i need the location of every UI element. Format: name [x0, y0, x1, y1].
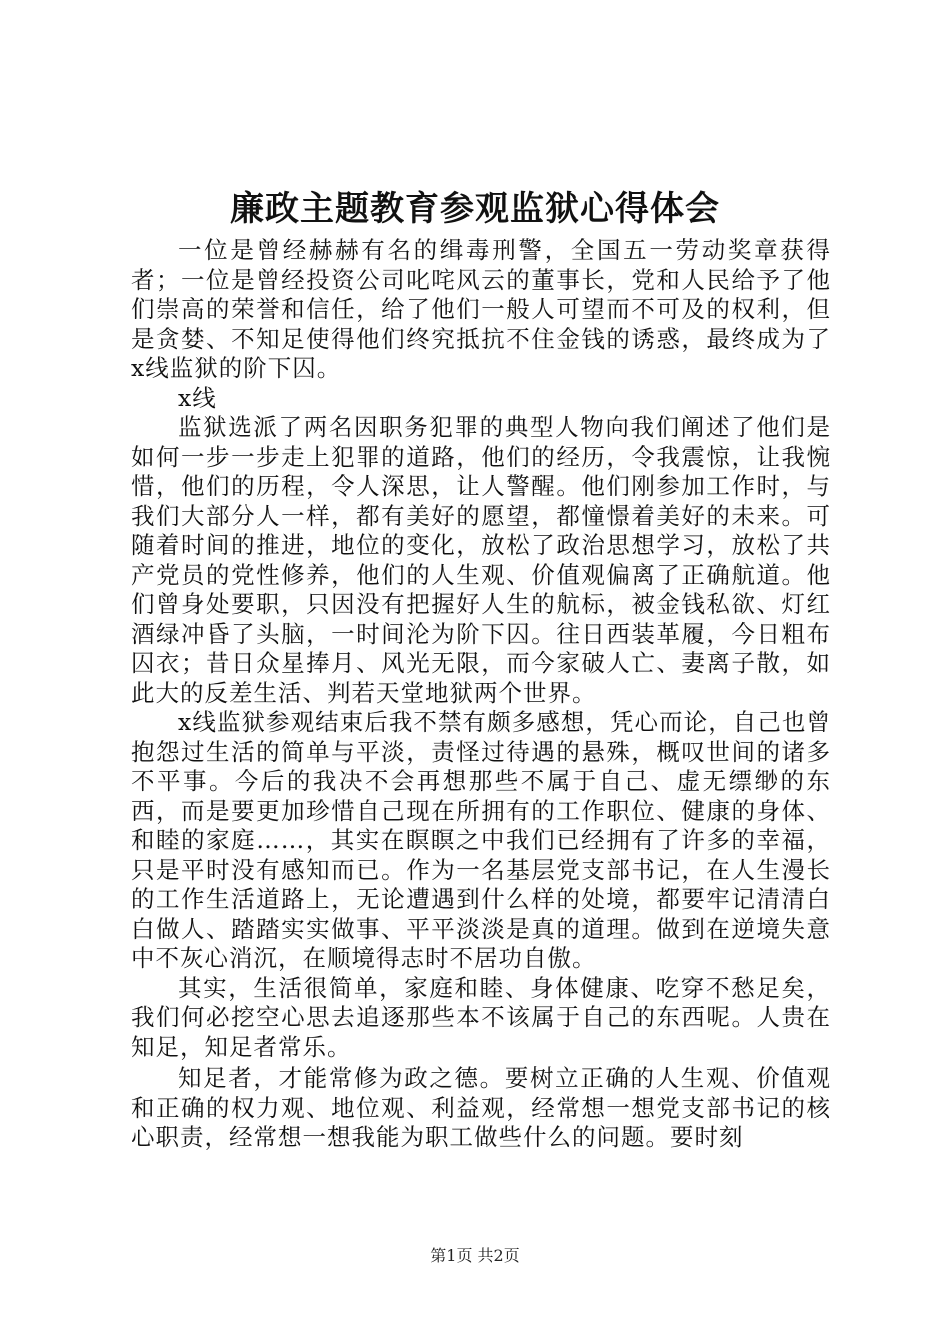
- paragraph-4: x线监狱参观结束后我不禁有颇多感想，凭心而论，自己也曾抱怨过生活的简单与平淡，责怪过待遇的悬殊，概叹世间的诸多不平事。今后的我决不会再想那些不属于自己、虚无缥缈的东西，而是要更加珍惜自己现在所拥有的工作职位、健康的身体、和睦的家庭……，其实在瞑瞑之中我们已经拥有了许多的幸福，只是平时没有感知而已。作为一名基层党支部书记，在人生漫长的工作生活道路上，无论遭遇到什么样的处境，都要牢记清清白白做人、踏踏实实做事、平平淡淡是真的道理。做到在逆境失意中不灰心消沉，在顺境得志时不居功自傲。: [131, 708, 831, 972]
- paragraph-2: x线: [178, 383, 217, 412]
- page-number-footer: 第1页 共2页: [430, 1246, 520, 1265]
- paragraph-3: 监狱选派了两名因职务犯罪的典型人物向我们阐述了他们是如何一步一步走上犯罪的道路，他们的经历，令我震惊，让我惋惜，他们的历程，令人深思，让人警醒。他们刚参加工作时，与我们大部分人一样，都有美好的愿望，都憧憬着美好的未来。可随着时间的推进，地位的变化，放松了政治思想学习，放松了共产党员的党性修养，他们的人生观、价值观偏离了正确航道。他们曾身处要职，只因没有把握好人生的航标，被金钱私欲、灯红酒绿冲昏了头脑，一时间沦为阶下囚。往日西装革履，今日粗布囚衣；昔日众星捧月、风光无限，而今家破人亡、妻离子散，如此大的反差生活、判若天堂地狱两个世界。: [131, 413, 831, 707]
- paragraph-5: 其实，生活很简单，家庭和睦、身体健康、吃穿不愁足矣，我们何必挖空心思去追逐那些本不该属于自己的东西呢。人贵在知足，知足者常乐。: [131, 973, 831, 1061]
- document-body: [131, 236, 831, 1153]
- paragraph-6: 知足者，才能常修为政之德。要树立正确的人生观、价值观和正确的权力观、地位观、利益观，经常想一想党支部书记的核心职责，经常想一想我能为职工做些什么的问题。要时刻: [131, 1064, 831, 1151]
- document-title: 廉政主题教育参观监狱心得体会: [230, 189, 720, 229]
- paragraph-1: 一位是曾经赫赫有名的缉毒刑警，全国五一劳动奖章获得者；一位是曾经投资公司叱咤风云的董事长，党和人民给予了他们崇高的荣誉和信任，给了他们一般人可望而不可及的权利，但是贪婪、不知足使得他们终究抵抗不住金钱的诱惑，最终成为了x线监狱的阶下囚。: [131, 236, 831, 382]
